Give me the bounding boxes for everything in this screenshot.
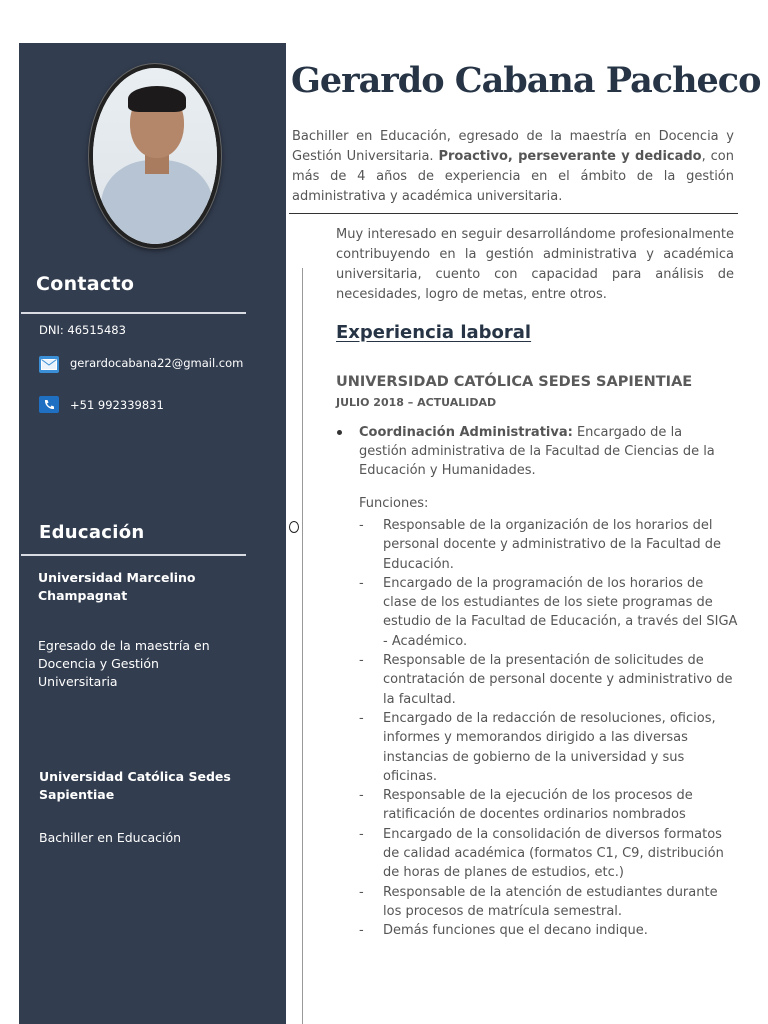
- contact-divider: [21, 312, 246, 314]
- vertical-divider: [302, 268, 303, 1024]
- dash-marker: -: [359, 788, 364, 804]
- header-divider: [289, 213, 738, 214]
- list-item: [359, 574, 739, 651]
- profile-summary: [292, 127, 734, 207]
- dash-marker: -: [359, 710, 364, 726]
- role-text: Encargado de la gestión administrativa de la Facultad de Ciencias de la Educación y Humanidades.: [359, 425, 715, 478]
- list-item: [359, 516, 739, 574]
- profile-photo: [89, 64, 221, 248]
- functions-list: [359, 516, 739, 941]
- dash-marker: -: [359, 575, 364, 591]
- phone-icon: [39, 396, 59, 413]
- education-degree: Bachiller en Educación: [39, 830, 182, 845]
- list-item: [359, 651, 739, 709]
- email-link[interactable]: gerardocabana22@gmail.com: [70, 356, 244, 370]
- role-description: [359, 423, 734, 480]
- list-item: [359, 786, 739, 825]
- function-text: Encargado de la redacción de resoluciones, oficios, informes y memorandos dirigido a las diversas instancias de gobierno de la universidad y sus oficinas.: [383, 710, 716, 784]
- dash-marker: -: [359, 826, 364, 842]
- dash-marker: -: [359, 518, 364, 533]
- function-text: Encargado de la programación de los horarios de clase de los estudiantes de los siete programas de estudio de la Facultad de Educación, a través del SIGA - Académico.: [383, 575, 738, 649]
- list-item: [359, 921, 739, 940]
- envelope-icon: [39, 356, 59, 373]
- functions-label: Funciones:: [359, 496, 429, 511]
- education-divider: [21, 554, 246, 556]
- summary-text: , con más de 4 años de experiencia en el ámbito de la gestión administrativa y académica universitaria.: [292, 149, 734, 204]
- circle-marker: [289, 521, 299, 533]
- function-text: Demás funciones que el decano indique.: [383, 923, 648, 939]
- contact-heading: Contacto: [36, 273, 135, 295]
- list-item: [359, 709, 739, 786]
- candidate-name: Gerardo Cabana Pacheco: [291, 60, 761, 101]
- dash-marker: -: [359, 884, 364, 900]
- list-item: [359, 883, 739, 922]
- function-text: Responsable de la atención de estudiantes durante los procesos de matrícula semestral.: [383, 884, 718, 919]
- dash-marker: -: [359, 653, 364, 669]
- list-item: [359, 825, 739, 883]
- employment-period: JULIO 2018 – ACTUALIDAD: [336, 396, 497, 409]
- employer-name: UNIVERSIDAD CATÓLICA SEDES SAPIENTIAE: [336, 374, 693, 390]
- dni-text: DNI: 46515483: [39, 323, 126, 337]
- function-text: Responsable de la organización de los horarios del personal docente y administrativo de la Facultad de Educación.: [383, 518, 721, 572]
- education-institution: Universidad Católica Sedes Sapientiae: [39, 769, 231, 802]
- education-degree: Egresado de la maestría en Docencia y Gestión Universitaria: [38, 638, 210, 689]
- function-text: Responsable de la presentación de solicitudes de contratación de personal docente y administrativo de la facultad.: [383, 653, 733, 707]
- role-title: Coordinación Administrativa:: [359, 425, 573, 440]
- dash-marker: -: [359, 923, 364, 939]
- function-text: Encargado de la consolidación de diversos formatos de calidad académica (formatos C1, C9, distribución de horas de planes de estudios, etc.): [383, 826, 724, 881]
- summary-text: Bachiller en Educación, egresado de la maestría en Docencia y Gestión Universitaria.: [292, 129, 734, 164]
- experience-heading: Experiencia laboral: [336, 322, 532, 343]
- function-text: Responsable de la ejecución de los procesos de ratificación de docentes ordinarios nombrados: [383, 788, 693, 823]
- education-heading: Educación: [39, 522, 145, 543]
- objective-text: Muy interesado en seguir desarrollándome profesionalmente contribuyendo en la gestión administrativa y académica universitaria, cuento con capacidad para análisis de necesidades, logro de metas, entre otros.: [336, 227, 734, 302]
- bullet-icon: [337, 430, 342, 435]
- phone-text: +51 992339831: [70, 398, 164, 412]
- sidebar: [19, 43, 286, 1024]
- summary-highlight: Proactivo, perseverante y dedicado: [438, 149, 702, 164]
- education-institution: Universidad Marcelino Champagnat: [38, 570, 196, 603]
